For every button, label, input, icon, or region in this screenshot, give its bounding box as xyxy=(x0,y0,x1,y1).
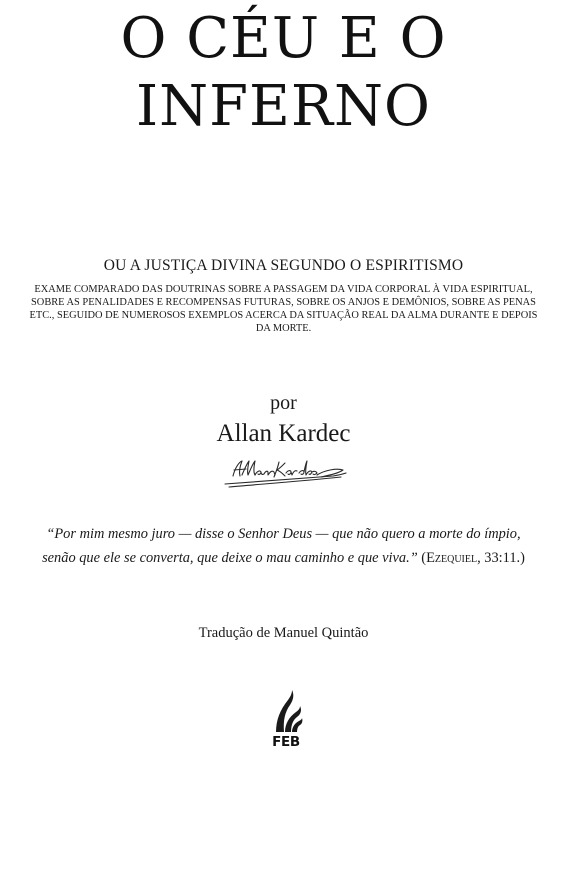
book-subtitle: OU A JUSTIÇA DIVINA SEGUNDO O ESPIRITISMO xyxy=(103,257,464,274)
by-label: por xyxy=(270,392,297,414)
description-line: SOBRE AS PENALIDADES E RECOMPENSAS FUTURAS, SOBRE OS ANJOS E DEMÔNIOS, SOBRE AS PENAS xyxy=(31,297,536,308)
publisher-logo-text: FEB xyxy=(272,734,300,750)
translation-credit: Tradução de Manuel Quintão xyxy=(198,625,369,641)
epigraph-quote-line-1: “Por mim mesmo juro — disse o Senhor Deus — que não quero a morte do ímpio, xyxy=(46,526,521,542)
book-description xyxy=(14,283,553,335)
description-line: ETC., SEGUIDO DE NUMEROSOS EXEMPLOS ACERCA DA SITUAÇÃO REAL DA ALMA DURANTE E DEPOIS xyxy=(29,310,538,321)
author-signature-image xyxy=(213,456,353,490)
feb-flame-logo-icon xyxy=(268,690,304,734)
book-title-line-2: INFERNO xyxy=(136,74,431,139)
epigraph-quote-line-2: senão que ele se converta, que deixe o mau caminho e que viva.” xyxy=(42,550,418,566)
author-name: Allan Kardec xyxy=(216,420,351,447)
book-title-line-1: O CÉU E O xyxy=(120,6,447,71)
epigraph-source-reference: , 33:11.) xyxy=(477,550,525,566)
epigraph xyxy=(4,522,563,570)
publisher-logo xyxy=(268,690,304,752)
description-line: EXAME COMPARADO DAS DOUTRINAS SOBRE A PASSAGEM DA VIDA CORPORAL À VIDA ESPIRITUAL, xyxy=(34,284,533,295)
epigraph-source-book: Ezequiel xyxy=(426,550,478,566)
description-line: DA MORTE. xyxy=(255,323,312,334)
epigraph-source-open: ( xyxy=(417,550,427,566)
